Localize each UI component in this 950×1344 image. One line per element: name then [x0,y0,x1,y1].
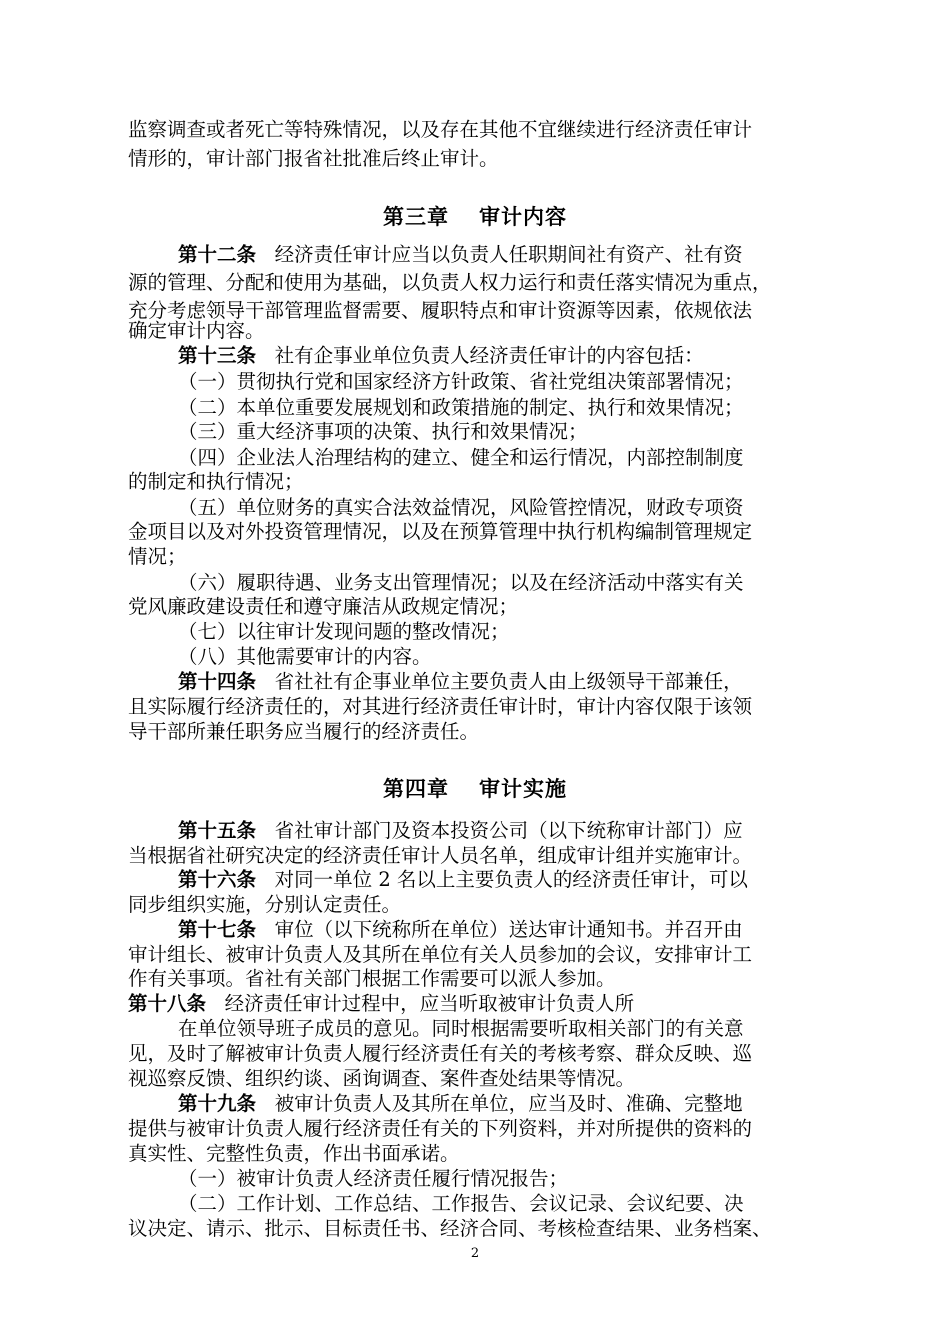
article-first-line [178,343,898,369]
article-first-line [178,818,898,844]
paragraph-line: 监察调查或者死亡等特殊情况，以及存在其他不宜继续进行经济责任审计 [128,118,753,141]
list-item-continuation: 党风廉政建设责任和遵守廉洁从政规定情况； [128,595,519,618]
article-first-line [178,242,898,268]
chapter-heading [0,775,950,803]
list-item: （二）工作计划、工作总结、工作报告、会议记录、会议纪要、决 [178,1192,744,1215]
paragraph-line: 且实际履行经济责任的，对其进行经济责任审计时，审计内容仅限于该领 [128,695,753,718]
list-item: （二）本单位重要发展规划和政策措施的制定、执行和效果情况； [178,396,744,419]
article-label: 第十二条 [178,243,257,266]
list-item-continuation: 议决定、请示、批示、目标责任书、经济合同、考核检查结果、业务档案、 [128,1217,772,1240]
article-label: 第十七条 [178,918,257,941]
article-first-line [178,867,898,893]
article-text: 省社社有企事业单位主要负责人由上级领导干部兼任， [274,670,743,693]
article-label: 第十三条 [178,344,257,367]
article-text: 经济责任审计应当以负责人任职期间社有资产、社有资 [274,243,743,266]
article-text: 社有企事业单位负责人经济责任审计的内容包括： [274,344,704,367]
page-number: 2 [470,1246,480,1261]
chapter-number: 第三章 [383,204,449,229]
chapter-heading [0,203,950,231]
article-first-line [178,917,898,943]
article-first-line [178,1091,898,1117]
list-item-continuation: 情况； [128,545,187,568]
chapter-number: 第四章 [383,776,449,801]
paragraph-line: 真实性、完整性负责，作出书面承诺。 [128,1142,460,1165]
paragraph-line: 充分考虑领导干部管理监督需要、履职特点和审计资源等因素，依规依法 [128,299,753,322]
list-item: （一）被审计负责人经济责任履行情况报告； [178,1167,569,1190]
article-label: 第十五条 [178,819,257,842]
paragraph-line: 提供与被审计负责人履行经济责任有关的下列资料，并对所提供的资料的 [128,1117,753,1140]
paragraph-line: 当根据省社研究决定的经济责任审计人员名单，组成审计组并实施审计。 [128,844,753,867]
article-label: 第十四条 [178,670,257,693]
article-text: 审位（以下统称所在单位）送达审计通知书。并召开由 [274,918,743,941]
paragraph-line: 见，及时了解被审计负责人履行经济责任有关的考核考察、群众反映、巡 [128,1042,753,1065]
paragraph-line: 视巡察反馈、组织约谈、函询调查、案件查处结果等情况。 [128,1067,636,1090]
list-item: （三）重大经济事项的决策、执行和效果情况； [178,420,588,443]
list-item: （八）其他需要审计的内容。 [178,645,432,668]
article-text: 被审计负责人及其所在单位，应当及时、准确、完整地 [274,1092,743,1115]
list-item: （七）以往审计发现问题的整改情况； [178,620,510,643]
article-label: 第十九条 [178,1092,257,1115]
chapter-title: 审计实施 [479,776,567,801]
list-item: （五）单位财务的真实合法效益情况，风险管控情况，财政专项资 [178,496,744,519]
paragraph-line: 作有关事项。省社有关部门根据工作需要可以派人参加。 [128,967,616,990]
article-text: 对同一单位 2 名以上主要负责人的经济责任审计，可以 [274,868,748,891]
paragraph-line: 导干部所兼任职务应当履行的经济责任。 [128,720,480,743]
article-label: 第十八条 [128,992,207,1015]
chapter-title: 审计内容 [479,204,567,229]
paragraph-line: 审计组长、被审计负责人及其所在单位有关人员参加的会议，安排审计工 [128,943,753,966]
list-item: （六）履职待遇、业务支出管理情况；以及在经济活动中落实有关 [178,571,744,594]
paragraph-line: 同步组织实施，分别认定责任。 [128,893,402,916]
paragraph-line: 在单位领导班子成员的意见。同时根据需要听取相关部门的有关意 [178,1017,744,1040]
paragraph-line: 情形的，审计部门报省社批准后终止审计。 [128,147,499,170]
paragraph-line: 源的管理、分配和使用为基础，以负责人权力运行和责任落实情况为重点， [128,271,772,294]
list-item-continuation: 金项目以及对外投资管理情况，以及在预算管理中执行机构编制管理规定 [128,520,753,543]
list-item: （一）贯彻执行党和国家经济方针政策、省社党组决策部署情况； [178,370,744,393]
list-item: （四）企业法人治理结构的建立、健全和运行情况，内部控制制度 [178,446,744,469]
article-first-line [128,991,848,1017]
list-item-continuation: 的制定和执行情况； [128,470,304,493]
article-first-line [178,669,898,695]
article-text: 经济责任审计过程中，应当听取被审计负责人所 [224,992,635,1015]
article-text: 省社审计部门及资本投资公司（以下统称审计部门）应 [274,819,743,842]
article-label: 第十六条 [178,868,257,891]
paragraph-line: 确定审计内容。 [128,319,265,342]
